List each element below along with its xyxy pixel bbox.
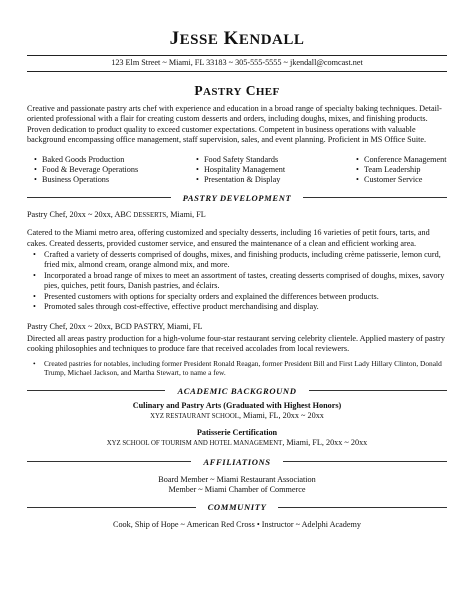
section-rule bbox=[27, 197, 171, 198]
profile-summary: Creative and passionate pastry arts chef with experience and education in a broad range of specialty baking techniques. Detail-oriented professional with a flair for creating custom desserts and orders, including doughs, mixes, and finishing products. Proven dedication to product quality to exceed customer expectations. Competent in business operations with valuable background encompassing office management, staff supervision, sales, and event planning. Proficient in MS Office Suite. bbox=[27, 104, 442, 145]
skill-item: • Conference Management bbox=[356, 155, 447, 165]
job-company: DESSERTS bbox=[133, 211, 167, 219]
section-rule bbox=[27, 461, 191, 462]
job-location: , Miami, FL bbox=[166, 209, 206, 219]
skill-item: • Hospitality Management bbox=[196, 165, 356, 175]
education-cert-block bbox=[27, 428, 447, 450]
education-degree-block bbox=[27, 401, 447, 423]
cert-title: Patisserie Certification bbox=[196, 427, 278, 437]
section-header-affiliations bbox=[27, 456, 447, 468]
section-rule bbox=[309, 390, 447, 391]
skill-item: • Customer Service bbox=[356, 175, 447, 185]
list-item: • Crafted a variety of desserts comprised of doughs, mixes, and finishing products, including crème patisserie, lemon curd, fried mix, almond cream, orange almond mix, and more. bbox=[33, 250, 447, 271]
job-title-prefix: Pastry Chef, 20xx ~ 20xx, BCD PASTRY, Miami, FL bbox=[27, 321, 203, 331]
list-item: • Created pastries for notables, including former President Ronald Reagan, former President Bill and First Lady Hillary Clinton, Donald Trump, Michael Jackson, and Martha Stewart, to name a few. bbox=[33, 359, 447, 378]
section-title: PASTRY DEVELOPMENT bbox=[182, 192, 292, 203]
title-rest-2: HEF bbox=[255, 86, 280, 98]
job-title-1 bbox=[27, 210, 447, 221]
job-title-prefix: Pastry Chef, 20xx ~ 20xx, ABC bbox=[27, 209, 134, 219]
skill-item: • Food Safety Standards bbox=[196, 155, 356, 165]
contact-rule-top bbox=[27, 55, 447, 56]
degree-school bbox=[27, 411, 447, 422]
school-details: , Miami, FL, 20xx ~ 20xx bbox=[282, 438, 368, 448]
job-bullets-1 bbox=[27, 250, 447, 312]
job-description-1: Catered to the Miami metro area, offering customized and specialty desserts, including 16 varieties of petit fours, tarts, and cakes. Created desserts, provided customer service, and ensured the maintenance of a clean and efficient working area. bbox=[27, 228, 430, 248]
section-header-development bbox=[27, 192, 447, 204]
section-title: ACADEMIC BACKGROUND bbox=[177, 385, 297, 396]
skill-item: • Baked Goods Production bbox=[34, 155, 196, 165]
school-details: , Miami, FL, 20xx ~ 20xx bbox=[238, 411, 324, 421]
degree-title: Culinary and Pastry Arts (Graduated with Highest Honors) bbox=[132, 400, 342, 410]
affiliations-list bbox=[27, 475, 447, 496]
school-name: XYZ SCHOOL OF TOURISM AND HOTEL MANAGEMENT bbox=[106, 440, 283, 448]
section-rule bbox=[303, 197, 447, 198]
name-first-rest: ESSE bbox=[179, 32, 219, 48]
community-list: Cook, Ship of Hope ~ American Red Cross • Instructor ~ Adelphi Academy bbox=[113, 520, 361, 530]
affiliation-item: Board Member ~ Miami Restaurant Association bbox=[158, 474, 316, 484]
skills-list bbox=[27, 155, 447, 186]
skills-column-3 bbox=[356, 155, 447, 186]
section-header-education bbox=[27, 385, 447, 397]
skill-item: • Business Operations bbox=[34, 175, 196, 185]
list-item: • Promoted sales through cost-effective, effective product merchandising and display. bbox=[33, 302, 447, 312]
section-rule bbox=[283, 461, 447, 462]
school-name: XYZ RESTAURANT SCHOOL bbox=[150, 413, 239, 421]
job-description-2: Directed all areas pastry production for a high-volume four-star restaurant serving celebrity clientele. Applied mastery of pastry cooking philosophies and techniques to produce fare that received accolades from local reviewers. bbox=[27, 333, 445, 354]
skills-column-2 bbox=[196, 155, 356, 186]
section-rule bbox=[27, 390, 165, 391]
section-rule bbox=[278, 507, 447, 508]
section-title: AFFILIATIONS bbox=[203, 456, 271, 467]
skills-column-1 bbox=[34, 155, 196, 186]
section-rule bbox=[27, 507, 196, 508]
section-title: COMMUNITY bbox=[207, 502, 267, 513]
job-title-2 bbox=[27, 322, 447, 332]
title-initial-2: C bbox=[245, 83, 256, 98]
list-item: • Incorporated a broad range of mixes to meet an assortment of tastes, creating desserts comprised of doughs, mixes, savory pies, quiches, petit fours, Danish pastries, and éclairs. bbox=[33, 271, 447, 292]
name-first-initial: J bbox=[169, 28, 180, 49]
name-last-rest: ENDALL bbox=[238, 32, 305, 48]
title-rest-1: ASTRY bbox=[203, 86, 242, 98]
cert-school bbox=[27, 438, 447, 449]
contact-info: 123 Elm Street ~ Miami, FL 33183 ~ 305-555-5555 ~ jkendall@comcast.net bbox=[111, 58, 363, 67]
name-last-initial: K bbox=[223, 28, 239, 49]
section-header-community bbox=[27, 501, 447, 513]
job-bullets-2 bbox=[27, 359, 447, 378]
candidate-name bbox=[27, 0, 447, 51]
affiliation-item: Member ~ Miami Chamber of Commerce bbox=[168, 484, 306, 494]
skill-item: • Presentation & Display bbox=[196, 175, 356, 185]
job-target-title bbox=[27, 83, 447, 100]
skill-item: • Food & Beverage Operations bbox=[34, 165, 196, 175]
contact-rule-bottom bbox=[27, 71, 447, 72]
title-initial-1: P bbox=[194, 83, 203, 98]
skill-item: • Team Leadership bbox=[356, 165, 447, 175]
list-item: • Presented customers with options for specialty orders and explained the differences between products. bbox=[33, 292, 447, 302]
